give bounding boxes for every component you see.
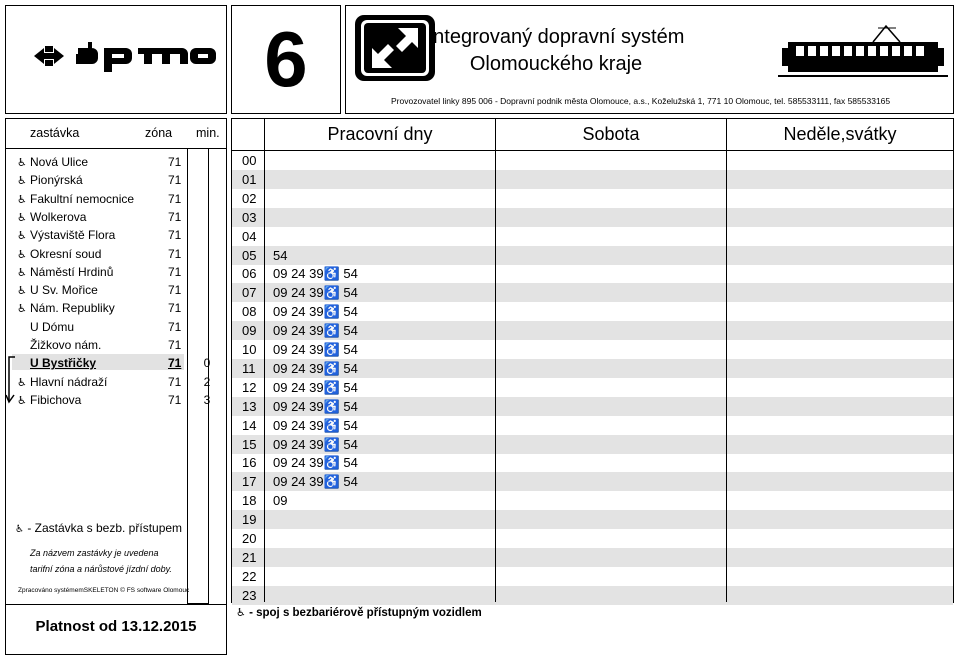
timetable-row xyxy=(232,416,953,435)
timetable-header-divider xyxy=(232,150,953,151)
weekday-departures: 09 24 39♿ 54 xyxy=(273,323,358,339)
saturday-column-divider xyxy=(495,119,496,602)
hour-label: 19 xyxy=(242,512,257,528)
col-min-header: min. xyxy=(196,126,220,140)
hour-label: 12 xyxy=(242,379,257,395)
stop-zone: 71 xyxy=(168,283,182,298)
timetable-row xyxy=(232,283,953,302)
timetable-row xyxy=(232,264,953,283)
tram-icon xyxy=(778,20,948,80)
hour-label: 23 xyxy=(242,587,257,603)
stop-zone: 71 xyxy=(168,319,182,334)
weekday-departures: 09 24 39♿ 54 xyxy=(273,455,358,471)
legend-vehicle-text: - spoj s bezbariérově přístupným vozidlem xyxy=(249,607,482,619)
operator-info: Provozovatel linky 895 006 - Dopravní podnik města Olomouce, a.s., Koželužská 1, 771 10 Olomouc, tel. 585533111, fax 585533165 xyxy=(391,96,891,106)
weekday-departures: 09 24 39♿ 54 xyxy=(273,398,358,414)
hour-label: 06 xyxy=(242,266,257,282)
stop-zone: 71 xyxy=(168,264,182,279)
sunday-column-divider xyxy=(726,119,727,602)
stop-zone: 71 xyxy=(168,155,182,169)
stop-zone: 71 xyxy=(168,392,182,407)
hour-label: 09 xyxy=(242,323,257,339)
stop-name: U Dómu xyxy=(30,319,75,334)
wheelchair-icon: ♿ xyxy=(17,393,27,407)
wheelchair-icon: ♿ xyxy=(17,192,27,206)
stop-minutes: 0 xyxy=(203,356,211,371)
stop-name: Výstaviště Flora xyxy=(30,228,116,243)
timetable-row xyxy=(232,397,953,416)
wheelchair-icon: ♿ xyxy=(17,210,27,224)
timetable-row xyxy=(232,472,953,491)
weekday-departures: 09 xyxy=(273,493,288,509)
validity-date: Platnost od 13.12.2015 xyxy=(35,618,197,635)
stop-name: U Sv. Mořice xyxy=(30,283,98,298)
hour-label: 02 xyxy=(242,190,257,206)
stop-zone: 71 xyxy=(168,356,182,371)
col-saturday-header: Sobota xyxy=(582,124,640,144)
hour-label: 15 xyxy=(242,436,257,452)
hour-label: 21 xyxy=(242,549,257,565)
title-line-2: Olomouckého kraje xyxy=(469,53,643,75)
hour-label: 04 xyxy=(242,228,257,244)
timetable-row xyxy=(232,529,953,548)
col-stop-header: zastávka xyxy=(30,126,80,140)
timetable-row xyxy=(232,586,953,605)
timetable-row xyxy=(232,510,953,529)
logo-panel xyxy=(5,5,227,114)
timetable-row xyxy=(232,491,953,510)
weekday-departures: 09 24 39♿ 54 xyxy=(273,360,358,376)
software-credit: Zpracováno systémemSKELETON © FS software Olomouc xyxy=(18,587,190,594)
hour-label: 01 xyxy=(242,171,257,187)
weekday-departures: 09 24 39♿ 54 xyxy=(273,342,358,357)
hour-label: 00 xyxy=(242,153,257,168)
wheelchair-icon: ♿ xyxy=(17,265,27,279)
timetable-row xyxy=(232,208,953,227)
weekday-departures: 09 24 39♿ 54 xyxy=(273,436,358,452)
weekday-departures: 09 24 39♿ 54 xyxy=(273,266,358,282)
stop-minutes: 3 xyxy=(203,392,211,407)
note-line-1: Za názvem zastávky je uvedena xyxy=(30,548,159,558)
timetable-row xyxy=(232,378,953,397)
timetable-row xyxy=(232,359,953,378)
hour-label: 14 xyxy=(242,417,257,433)
note-line-2: tarifní zóna a nárůstové jízdní doby. xyxy=(30,564,172,574)
timetable-row xyxy=(232,321,953,340)
stop-name: Wolkerova xyxy=(30,209,87,224)
stop-zone: 71 xyxy=(168,173,182,188)
hour-label: 20 xyxy=(242,531,257,546)
legend-stop-text: - Zastávka s bezb. přístupem xyxy=(27,521,183,535)
title-line-1: Integrovaný dopravní systém xyxy=(427,26,685,48)
wheelchair-icon: ♿ xyxy=(17,174,27,188)
weekday-departures: 09 24 39♿ 54 xyxy=(273,285,358,301)
stop-zone: 71 xyxy=(168,228,182,243)
timetable-row xyxy=(232,302,953,321)
wheelchair-icon: ♿ xyxy=(17,229,27,243)
col-weekdays-header: Pracovní dny xyxy=(327,124,433,144)
stop-name: Žižkovo nám. xyxy=(30,338,102,352)
timetable-row xyxy=(232,340,953,359)
weekday-departures: 09 24 39♿ 54 xyxy=(273,304,358,320)
stop-name: Nová Ulice xyxy=(30,155,89,169)
wheelchair-icon: ♿ xyxy=(15,524,24,535)
timetable-row xyxy=(232,246,953,265)
hour-label: 10 xyxy=(242,342,257,357)
stop-name: Fakultní nemocnice xyxy=(30,191,135,206)
weekday-departures: 54 xyxy=(273,247,288,263)
stop-minutes: 2 xyxy=(203,374,211,389)
weekday-departures: 09 24 39♿ 54 xyxy=(273,379,358,395)
legend-accessible-vehicle xyxy=(236,606,482,619)
hour-label: 11 xyxy=(242,360,256,376)
hour-label: 07 xyxy=(242,285,257,301)
stop-name: U Bystřičky xyxy=(30,356,97,371)
timetable-row xyxy=(232,567,953,586)
weekday-departures: 09 24 39♿ 54 xyxy=(273,474,358,490)
stop-name: Nám. Republiky xyxy=(30,301,115,316)
wheelchair-icon: ♿ xyxy=(17,284,27,298)
timetable-row xyxy=(232,435,953,454)
stop-name: Fibichova xyxy=(30,392,82,407)
title-panel xyxy=(345,5,954,114)
legend-accessible-stop xyxy=(15,521,182,535)
stop-name: Náměstí Hrdinů xyxy=(30,264,114,279)
stop-zone: 71 xyxy=(168,374,182,389)
hour-label: 03 xyxy=(242,209,257,225)
wheelchair-icon: ♿ xyxy=(17,375,27,389)
hour-label: 22 xyxy=(242,568,257,584)
timetable-row xyxy=(232,151,953,170)
wheelchair-icon: ♿ xyxy=(17,156,27,169)
wheelchair-icon: ♿ xyxy=(17,247,27,261)
hour-label: 17 xyxy=(242,474,257,490)
stop-name: Hlavní nádraží xyxy=(30,374,108,389)
hour-label: 05 xyxy=(242,247,257,263)
hour-column-divider xyxy=(264,119,265,602)
col-zone-header: zóna xyxy=(145,126,173,140)
stop-zone: 71 xyxy=(168,246,182,261)
stop-name: Pionýrská xyxy=(30,173,83,188)
stop-zone: 71 xyxy=(168,301,182,316)
weekday-departures: 09 24 39♿ 54 xyxy=(273,417,358,433)
line-number: 6 xyxy=(264,15,308,103)
hour-label: 18 xyxy=(242,493,257,509)
timetable-row xyxy=(232,227,953,246)
stop-zone: 71 xyxy=(168,338,182,352)
timetable-row xyxy=(232,548,953,567)
timetable-row xyxy=(232,170,953,189)
col-sunday-header: Neděle,svátky xyxy=(783,124,897,144)
timetable-row xyxy=(232,189,953,208)
hour-label: 08 xyxy=(242,304,257,320)
wheelchair-icon: ♿ xyxy=(17,302,27,316)
hour-label: 16 xyxy=(242,455,257,471)
stop-name: Okresní soud xyxy=(30,246,102,261)
timetable-row xyxy=(232,453,953,472)
dpmo-logo xyxy=(6,6,228,115)
line-number-panel xyxy=(231,5,341,114)
hour-label: 13 xyxy=(242,398,257,414)
stop-zone: 71 xyxy=(168,209,182,224)
wheelchair-icon: ♿ xyxy=(236,606,246,619)
stop-zone: 71 xyxy=(168,191,182,206)
